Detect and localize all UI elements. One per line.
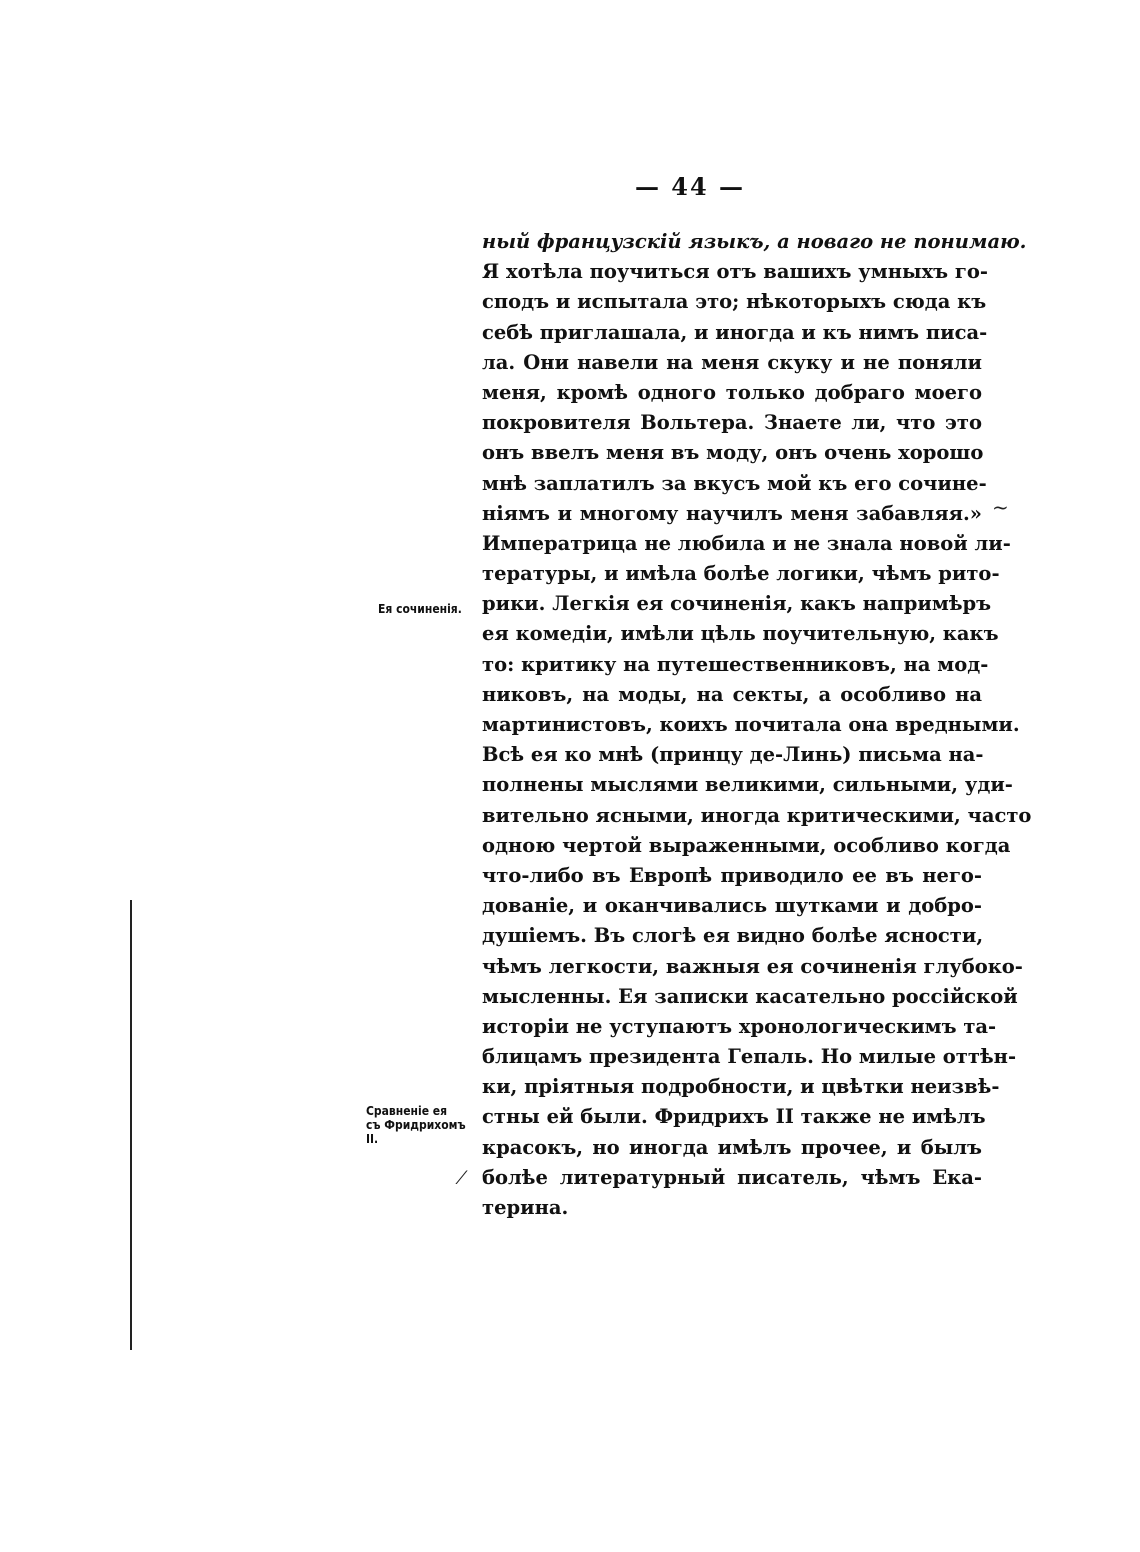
text-line: ла. Они навели на меня скуку и не поняли: [482, 350, 982, 374]
text-line: то: критику на путешественниковъ, на мод-: [482, 652, 989, 676]
text-line: одною чертой выраженными, особливо когда: [482, 833, 1011, 857]
text-line: ніямъ и многому научилъ меня забавляя.»: [482, 501, 982, 525]
text-line: стны ей были. Фридрихъ II также не имѣлъ: [482, 1105, 986, 1129]
handwritten-stroke-icon: ⁄: [460, 1168, 464, 1189]
text-line: себѣ приглашала, и иногда и къ нимъ писа-: [482, 320, 988, 344]
text-line: ный французскій языкъ, а новаго не понимаю.: [482, 230, 1027, 253]
margin-note-line: Сравненіе ея: [366, 1104, 448, 1118]
text-line: рики. Легкія ея сочиненія, какъ напримѣръ: [482, 592, 992, 616]
text-line: терина.: [482, 1196, 569, 1219]
text-line: что-либо въ Европѣ приводило ее въ него-: [482, 863, 982, 887]
text-line: ки, пріятныя подробности, и цвѣтки неизвѣ-: [482, 1075, 1000, 1099]
margin-rule: [130, 900, 132, 1350]
body-text: [482, 227, 1032, 1223]
text-line: меня, кромѣ одного только добраго моего: [482, 380, 982, 404]
margin-note-works: Ея сочиненія.: [378, 602, 462, 616]
text-line: дованіе, и оканчивались шутками и добро-: [482, 894, 982, 918]
text-line: никовъ, на моды, на секты, а особливо на: [482, 682, 982, 706]
text-line: мысленны. Ея записки касательно россійской: [482, 984, 1018, 1008]
text-line: чѣмъ легкости, важныя ея сочиненія глубоко-: [482, 954, 1023, 978]
text-line: исторіи не уступаютъ хронологическимъ та-: [482, 1014, 997, 1038]
text-line: ея комедіи, имѣли цѣль поучительную, какъ: [482, 622, 999, 646]
margin-note-comparison: [366, 1104, 466, 1146]
text-line: Императрица не любила и не знала новой ли-: [482, 531, 1011, 555]
handwritten-annotation-icon: ~: [992, 495, 1009, 519]
text-line: Всѣ ея ко мнѣ (принцу де-Линь) письма на-: [482, 743, 984, 767]
text-line: тературы, и имѣла болѣе логики, чѣмъ рито-: [482, 562, 1000, 586]
text-line: онъ ввелъ меня въ моду, онъ очень хорошо: [482, 441, 984, 465]
text-line: Я хотѣла поучиться отъ вашихъ умныхъ го-: [482, 260, 988, 284]
text-line: красокъ, но иногда имѣлъ прочее, и былъ: [482, 1135, 982, 1159]
text-line: мартинистовъ, коихъ почитала она вредными.: [482, 713, 1020, 736]
text-line: мнѣ заплатилъ за вкусъ мой къ его сочине-: [482, 471, 987, 495]
text-line: болѣе литературный писатель, чѣмъ Ека-: [482, 1165, 982, 1189]
text-line: блицамъ президента Гепаль. Но милые оттѣн-: [482, 1045, 1017, 1069]
text-line: душіемъ. Въ слогѣ ея видно болѣе ясности,: [482, 924, 984, 948]
text-line: вительно ясными, иногда критическими, часто: [482, 803, 1032, 827]
page-number: — 44 —: [634, 172, 746, 201]
margin-note-line: съ Фридрихомъ: [366, 1118, 466, 1132]
text-line: сподъ и испытала это; нѣкоторыхъ сюда къ: [482, 290, 987, 314]
text-line: полнены мыслями великими, сильными, уди-: [482, 773, 1013, 797]
margin-note-line: II.: [366, 1132, 379, 1146]
text-line: покровителя Вольтера. Знаете ли, что это: [482, 411, 982, 435]
